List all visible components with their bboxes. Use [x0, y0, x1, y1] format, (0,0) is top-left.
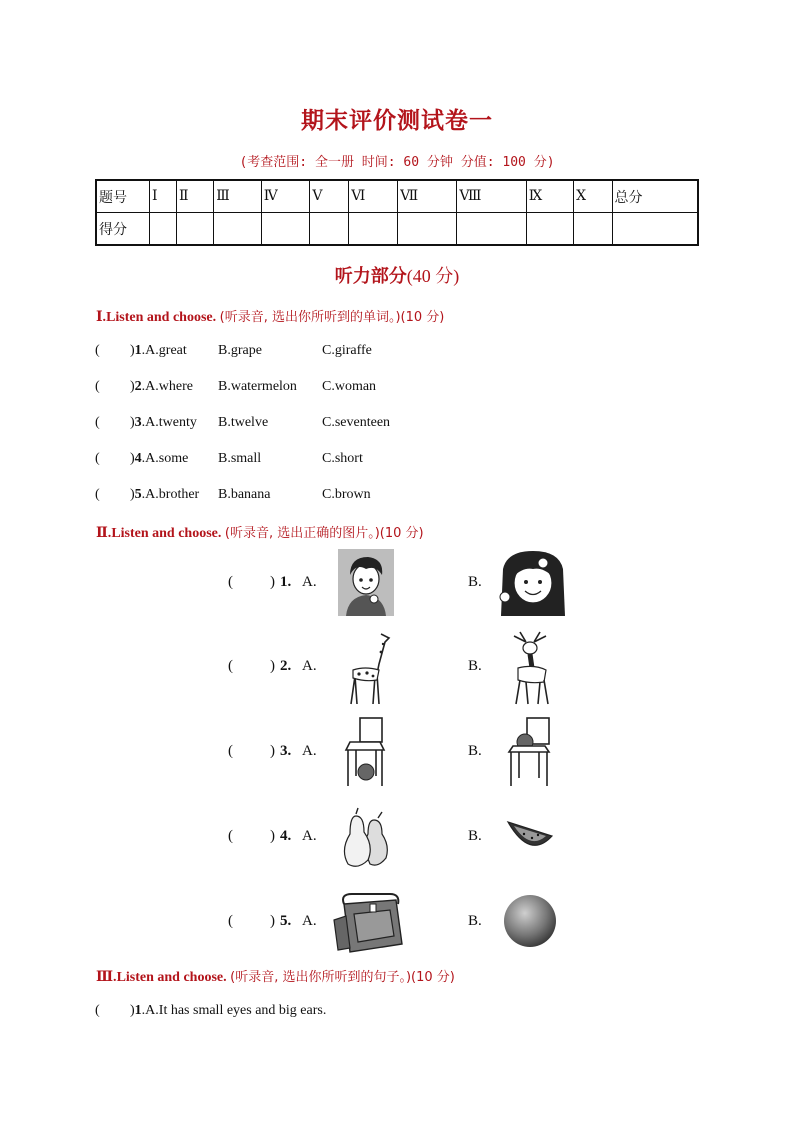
section-instruction-en: Listen and choose.: [116, 970, 227, 985]
answer-paren-open[interactable]: (: [95, 343, 100, 358]
score-cell[interactable]: [214, 213, 261, 246]
header-cell: Ⅰ: [150, 180, 177, 213]
section-instruction-en: Listen and choose.: [111, 526, 222, 541]
boy-icon[interactable]: [338, 549, 394, 616]
header-cell: Ⅱ: [177, 180, 214, 213]
girl-icon[interactable]: [493, 549, 569, 616]
option-c[interactable]: C.giraffe: [322, 343, 372, 358]
answer-paren-open[interactable]: (: [95, 451, 100, 466]
header-cell: 总分: [612, 180, 698, 213]
section-instruction-cn: (听录音, 选出正确的图片。)(10 分): [224, 526, 424, 541]
section-1-heading: [96, 306, 444, 326]
answer-paren-open[interactable]: (: [228, 743, 233, 759]
option-b-label: B.: [468, 828, 482, 844]
question-number: 1.: [280, 574, 292, 590]
option-c[interactable]: C.seventeen: [322, 415, 391, 430]
option-b-label: B.: [468, 574, 482, 590]
score-cell[interactable]: [349, 213, 398, 246]
section-2-heading: [96, 522, 424, 542]
exam-info: (考查范围: 全一册 时间: 60 分钟 分值: 100 分): [239, 155, 555, 170]
section-roman: Ⅲ.: [96, 970, 117, 985]
score-table: [95, 179, 699, 246]
option-b[interactable]: B.banana: [218, 487, 271, 502]
score-cell[interactable]: [398, 213, 457, 246]
answer-paren-open[interactable]: (: [95, 379, 100, 394]
score-table-score-row: [96, 213, 698, 246]
answer-paren-open[interactable]: (: [228, 913, 233, 929]
answer-paren-close: )5.A.brother: [130, 487, 200, 502]
question-number: 4.: [280, 828, 292, 844]
section-roman: Ⅰ.: [96, 310, 107, 325]
answer-paren-open[interactable]: (: [95, 1003, 100, 1018]
row-label: 得分: [96, 213, 150, 246]
option-c[interactable]: C.short: [322, 451, 363, 466]
page-title: 期末评价测试卷一: [301, 108, 493, 134]
header-cell: Ⅵ: [349, 180, 398, 213]
section-roman: Ⅱ.: [96, 526, 112, 541]
question-number: 3.: [280, 743, 292, 759]
ball-on-chair-icon[interactable]: [503, 716, 555, 788]
header-cell: Ⅷ: [457, 180, 526, 213]
answer-paren-close: )3.A.twenty: [130, 415, 197, 430]
option-b[interactable]: B.grape: [218, 343, 262, 358]
answer-paren-close: ): [270, 743, 275, 759]
answer-paren-close: ): [270, 658, 275, 674]
answer-paren-open[interactable]: (: [95, 415, 100, 430]
score-cell[interactable]: [177, 213, 214, 246]
option-a-label: A.: [302, 574, 317, 590]
header-cell: 题号: [96, 180, 150, 213]
answer-paren-close: ): [270, 574, 275, 590]
header-cell: Ⅸ: [526, 180, 573, 213]
option-b[interactable]: B.small: [218, 451, 262, 466]
header-cell: Ⅶ: [398, 180, 457, 213]
answer-paren-open[interactable]: (: [228, 658, 233, 674]
option-c[interactable]: C.woman: [322, 379, 377, 394]
ball-icon[interactable]: [502, 893, 558, 949]
score-cell[interactable]: [310, 213, 349, 246]
section-instruction-cn: (听录音, 选出你所听到的句子。)(10 分): [230, 970, 455, 985]
score-table-header-row: [96, 180, 698, 213]
option-a-label: A.: [302, 913, 317, 929]
option-a-label: A.: [302, 743, 317, 759]
score-cell[interactable]: [457, 213, 526, 246]
part-points: (40 分): [406, 266, 460, 286]
deer-icon[interactable]: [500, 630, 558, 706]
option-b-label: B.: [468, 743, 482, 759]
score-cell[interactable]: [526, 213, 573, 246]
ball-under-chair-icon[interactable]: [342, 716, 390, 788]
header-cell: Ⅹ: [574, 180, 612, 213]
giraffe-icon[interactable]: [341, 630, 393, 706]
section-3-heading: [96, 966, 455, 986]
answer-paren-open[interactable]: (: [228, 828, 233, 844]
pears-icon[interactable]: [338, 806, 392, 870]
header-cell: Ⅴ: [310, 180, 349, 213]
question-number: 2.: [280, 658, 292, 674]
header-cell: Ⅳ: [261, 180, 310, 213]
option-a-label: A.: [302, 828, 317, 844]
schoolbag-icon[interactable]: [330, 892, 410, 954]
header-cell: Ⅲ: [214, 180, 261, 213]
option-b-label: B.: [468, 913, 482, 929]
answer-paren-close: )2.A.where: [130, 379, 193, 394]
answer-paren-close: ): [270, 913, 275, 929]
part-heading: [0, 262, 794, 288]
option-b[interactable]: B.watermelon: [218, 379, 297, 394]
score-cell[interactable]: [574, 213, 612, 246]
section-instruction-cn: (听录音, 选出你所听到的单词。)(10 分): [219, 310, 445, 325]
option-c[interactable]: C.brown: [322, 487, 371, 502]
option-b-label: B.: [468, 658, 482, 674]
part-title: 听力部分: [334, 266, 407, 287]
answer-paren-open[interactable]: (: [95, 487, 100, 502]
option-a-label: A.: [302, 658, 317, 674]
score-cell[interactable]: [261, 213, 310, 246]
answer-paren-close: )1.A.great: [130, 343, 187, 358]
score-cell[interactable]: [150, 213, 177, 246]
answer-paren-open[interactable]: (: [228, 574, 233, 590]
answer-paren-close: ): [270, 828, 275, 844]
score-cell[interactable]: [612, 213, 698, 246]
answer-paren-close: )4.A.some: [130, 451, 189, 466]
watermelon-slice-icon[interactable]: [506, 818, 554, 856]
answer-paren-close: )1.A.It has small eyes and big ears.: [130, 1003, 327, 1018]
option-b[interactable]: B.twelve: [218, 415, 269, 430]
section-instruction-en: Listen and choose.: [106, 310, 217, 325]
question-number: 5.: [280, 913, 292, 929]
